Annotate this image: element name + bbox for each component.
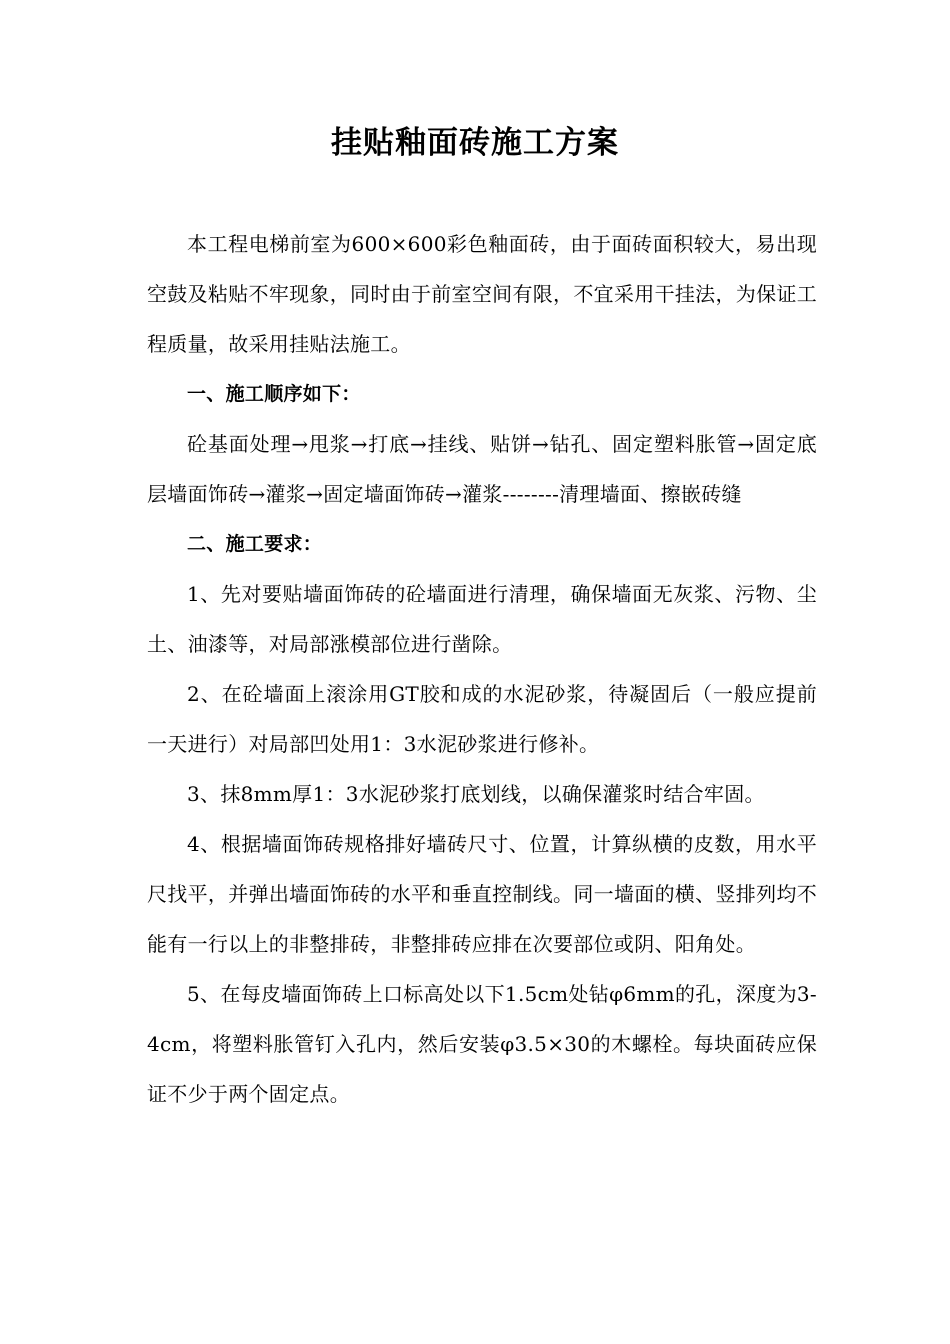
requirement-item-1: 1、先对要贴墙面饰砖的砼墙面进行清理，确保墙面无灰浆、污物、尘土、油漆等，对局部涨模部位进行凿除。 <box>147 582 817 656</box>
requirement-item-5: 5、在每皮墙面饰砖上口标高处以下1.5cm处钻φ6mm的孔，深度为3-4cm，将塑料胀管钉入孔内，然后安装φ3.5×30的木螺栓。每块面砖应保证不少于两个固定点。 <box>147 982 817 1106</box>
requirement-item-3: 3、抹8mm厚1：3水泥砂浆打底划线，以确保灌浆时结合牢固。 <box>187 782 765 806</box>
section-heading-construction-sequence: 一、施工顺序如下： <box>187 383 361 405</box>
document-body <box>147 219 817 1119</box>
intro-paragraph: 本工程电梯前室为600×600彩色釉面砖，由于面砖面积较大，易出现空鼓及粘贴不牢现象，同时由于前室空间有限，不宜采用干挂法，为保证工程质量，故采用挂贴法施工。 <box>147 232 817 356</box>
requirement-item-2: 2、在砼墙面上滚涂用GT胶和成的水泥砂浆，待凝固后（一般应提前一天进行）对局部凹处用1：3水泥砂浆进行修补。 <box>147 682 817 756</box>
construction-sequence-paragraph: 砼基面处理→甩浆→打底→挂线、贴饼→钻孔、固定塑料胀管→固定底层墙面饰砖→灌浆→固定墙面饰砖→灌浆--------清理墙面、擦嵌砖缝 <box>147 432 817 506</box>
document-title: 挂贴釉面砖施工方案 <box>331 125 619 161</box>
section-heading-construction-requirements: 二、施工要求： <box>187 533 323 555</box>
requirement-item-4: 4、根据墙面饰砖规格排好墙砖尺寸、位置，计算纵横的皮数，用水平尺找平，并弹出墙面饰砖的水平和垂直控制线。同一墙面的横、竖排列均不能有一行以上的非整排砖，非整排砖应排在次要部位或阴、阳角处。 <box>147 832 817 956</box>
